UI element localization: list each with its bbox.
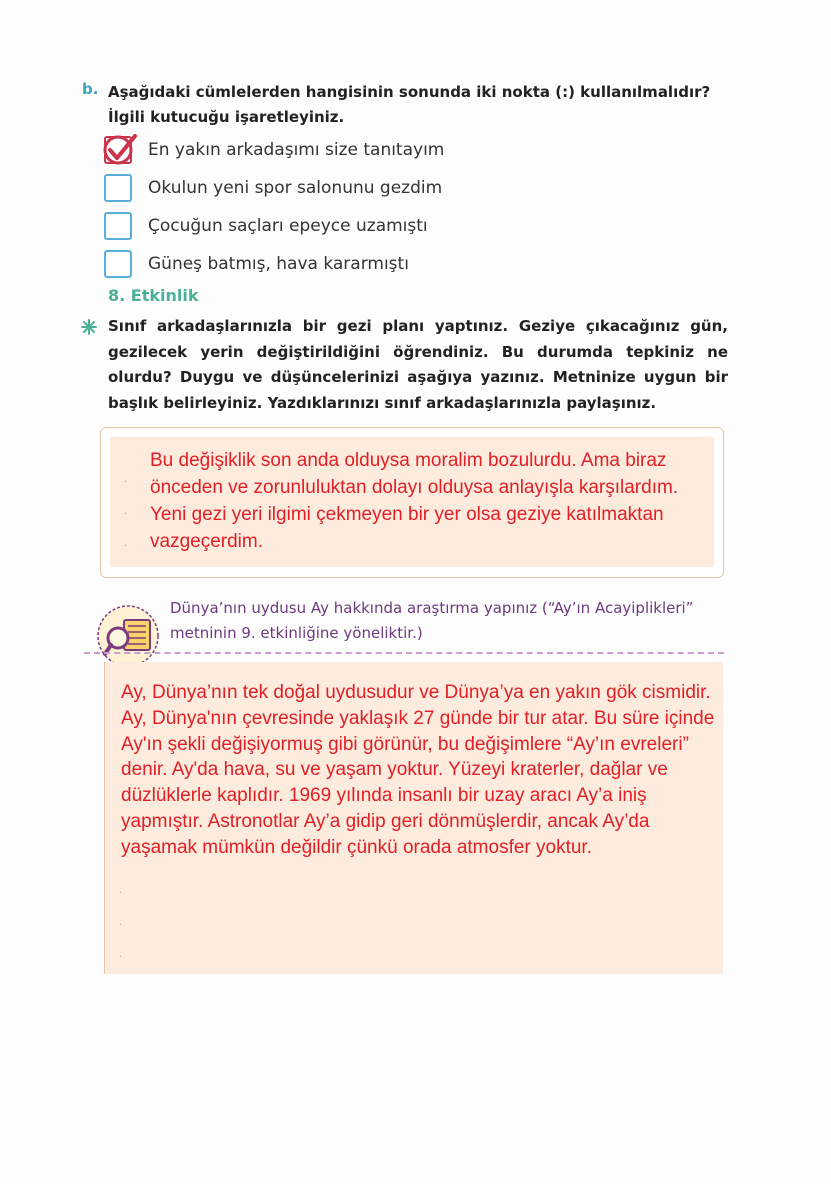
research-book-magnifier-icon xyxy=(96,604,160,668)
activity-answer: Bu değişiklik son anda olduysa moralim bozulurdu. Ama biraz önceden ve zorunluluktan dolayı olduysa anlayışla karşılardım. Yeni gezi yeri ilgimi çekmeyen bir yer olsa geziye katılmaktan vazgeçerdim. xyxy=(150,450,679,552)
option-text: Okulun yeni spor salonunu gezdim xyxy=(148,178,443,198)
line-dot: · xyxy=(119,888,123,899)
checkbox[interactable] xyxy=(104,174,132,202)
checkbox[interactable] xyxy=(104,250,132,278)
answer-area xyxy=(110,437,714,567)
option-text: Çocuğun saçları epeyce uzamıştı xyxy=(148,216,428,236)
research-answer: Ay, Dünya’nın tek doğal uydusudur ve Dünya’ya en yakın gök cismidir. Ay, Dünya'nın çevresinde yaklaşık 27 günde bir tur atar. Bu süre içinde Ay'ın şekli değişiyormuş gibi görünür, bu değişimlere “Ay’ın evreleri” denir. Ay'da hava, su ve yaşam yoktur. Yüzeyi kraterler, dağlar ve düzlüklerle kaplıdır. 1969 yılında insanlı bir uzay aracı Ay’a iniş yapmıştır. Astronotlar Ay’a gidip geri dönmüşlerdir, ancak Ay’da yaşamak mümkün değildir çünkü orada atmosfer yoktur. xyxy=(121,682,715,858)
option-4[interactable] xyxy=(104,250,504,284)
research-prompt: Dünya’nın uydusu Ay hakkında araştırma yapınız (“Ay’ın Acayiplikleri” metninin 9. etkinliğine yöneliktir.) xyxy=(170,599,694,642)
checkbox[interactable] xyxy=(104,212,132,240)
line-dot: · xyxy=(119,952,123,963)
dashed-divider xyxy=(84,652,724,654)
line-dot: · xyxy=(124,509,128,520)
activity-title: 8. Etkinlik xyxy=(108,286,199,305)
option-2[interactable] xyxy=(104,174,504,208)
answer-box[interactable] xyxy=(100,427,724,578)
question-label: b. xyxy=(82,80,99,98)
question-text: Aşağıdaki cümlelerden hangisinin sonunda iki nokta (:) kullanılmalıdır? İlgili kutucuğu işaretleyiniz. xyxy=(108,83,711,126)
option-text: En yakın arkadaşımı size tanıtayım xyxy=(148,140,445,160)
option-text: Güneş batmış, hava kararmıştı xyxy=(148,254,409,274)
option-3[interactable] xyxy=(104,212,504,246)
checkmark-icon xyxy=(102,132,140,168)
research-answer-box[interactable] xyxy=(104,662,723,974)
activity-instruction: Sınıf arkadaşlarınızla bir gezi planı yaptınız. Geziye çıkacağınız gün, gezilecek yerin değiştirildiğini öğrendiniz. Bu durumda tepkiniz ne olurdu? Duygu ve düşüncelerinizi aşağıya yazınız. Metninize uygun bir başlık belirleyiniz. Yazdıklarınızı sınıf arkadaşlarınızla paylaşınız. xyxy=(108,317,728,412)
line-dot: · xyxy=(124,541,128,552)
line-dot: · xyxy=(119,920,123,931)
star-bullet-icon xyxy=(80,318,98,336)
line-dot: · xyxy=(124,477,128,488)
option-1[interactable] xyxy=(104,136,504,170)
